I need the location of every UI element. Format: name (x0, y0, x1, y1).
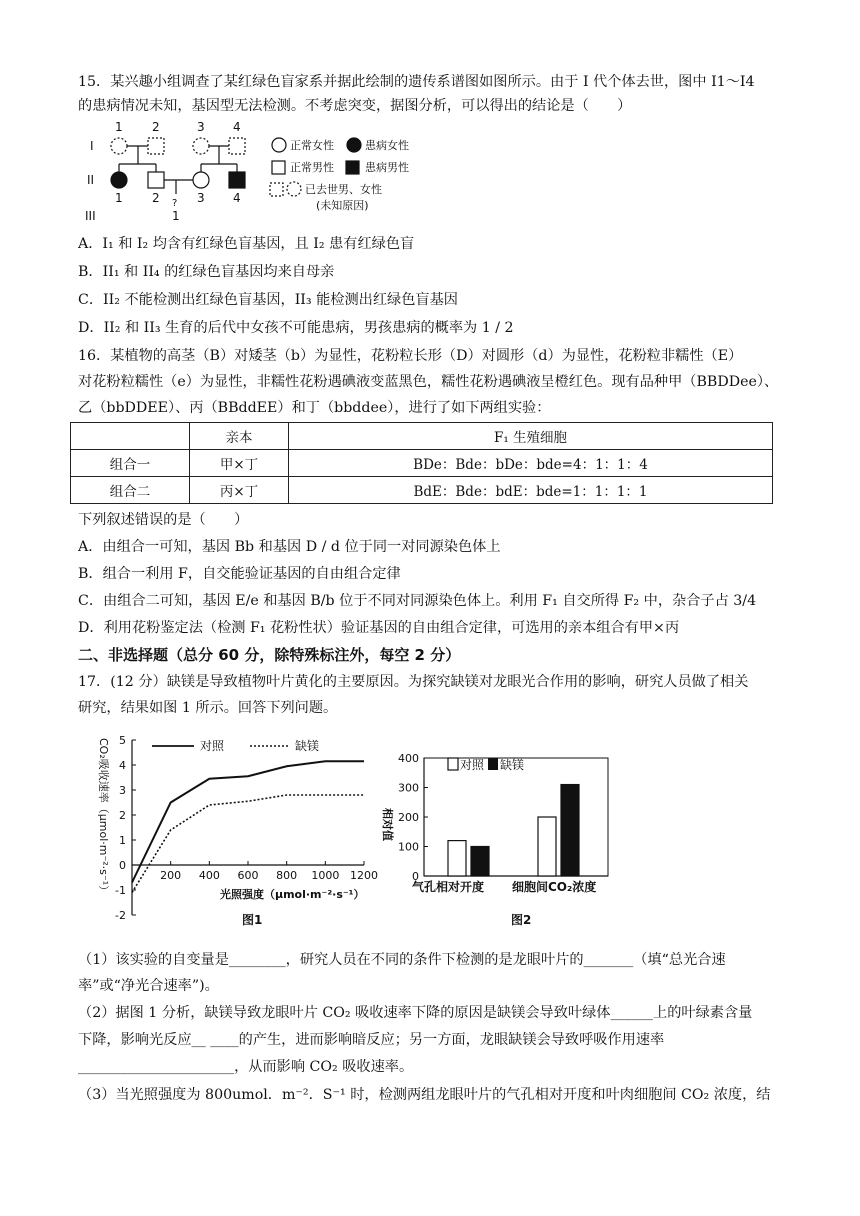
section-heading: 二、非选择题（总分 60 分，除特殊标注外，每空 2 分） (78, 646, 461, 664)
fig1-legend-control: 对照 (200, 739, 225, 753)
pedigree-I2 (148, 138, 164, 154)
legend-unknown: (未知原因) (316, 199, 369, 212)
ii-num-4: 4 (233, 191, 241, 205)
q16-stem-line2: 对花粉粒糯性（e）为显性，非糯性花粉遇碘液变蓝黑色，糯性花粉遇碘液呈橙红色。现有品种甲（BBDDee）、 (78, 374, 779, 390)
fig2-legend-control: 对照 (460, 758, 485, 772)
table-header-cell: F₁ 生殖细胞 (289, 423, 773, 450)
fig2-category-2: 细胞间CO₂浓度 (512, 880, 597, 894)
fig2-y-tick-label: 300 (398, 781, 419, 795)
fig2-y-tick-label: 100 (398, 840, 419, 854)
fig1-y-tick-label: 2 (119, 809, 126, 822)
pedigree-II3 (193, 172, 209, 188)
figure2-bar-chart (376, 738, 626, 933)
gen-label-I: I (90, 139, 94, 153)
fig2-ylabel: 相对值 (381, 808, 394, 841)
fig2-legend (448, 757, 524, 772)
fig2-category-1: 气孔相对开度 (412, 880, 485, 894)
q15-option-b: B．II₁ 和 II₄ 的红绿色盲基因均来自母亲 (78, 264, 335, 280)
q16-stem-line3: 乙（bbDDEE）、丙（BBddEE）和丁（bbddee），进行了如下两组实验： (78, 400, 551, 416)
pedigree-II4 (229, 172, 245, 188)
fig1-y-tick-label: -2 (115, 909, 126, 922)
q16-option-c: C．由组合二可知，基因 E/e 和基因 B/b 位于不同对同源染色体上。利用 F₁ 自交所得 F₂ 中，杂合子占 3/4 (78, 593, 757, 609)
pedigree-II2 (148, 172, 164, 188)
table-header-cell (71, 423, 190, 450)
i-num-2: 2 (152, 120, 160, 134)
table-row (71, 450, 773, 477)
fig1-xlabel: 光照强度（μmol·m⁻²·s⁻¹） (220, 888, 365, 901)
q17-stem-line2: 研究，结果如图 1 所示。回答下列问题。 (78, 700, 338, 716)
fig2-y-tick-label: 400 (398, 752, 419, 765)
table-header-cell: 亲本 (190, 423, 289, 450)
legend-deceased: 已去世男、女性 (305, 183, 382, 196)
pedigree-I3 (193, 138, 209, 154)
table-cell: BdE：Bde：bdE：bde=1：1：1：1 (289, 477, 773, 504)
q17-stem-line1: 17．(12 分）缺镁是导致植物叶片黄化的主要原因。为探究缺镁对龙眼光合作用的影响，研究人员做了相关 (78, 674, 749, 690)
iii-num-1: 1 (172, 209, 180, 223)
q17-sub2-line2: 下降，影响光反应__ ____的产生，进而影响暗反应；另一方面，龙眼缺镁会导致呼吸作用速率 (78, 1032, 665, 1048)
legend-affected-female: 患病女性 (365, 139, 409, 152)
ii-num-1: 1 (115, 191, 123, 205)
table-cell: 组合二 (71, 477, 190, 504)
fig1-y-tick-label: 4 (119, 759, 126, 772)
i-num-1: 1 (115, 120, 123, 134)
fig2-bar-mg-1 (471, 847, 489, 877)
pedigree-I4 (229, 138, 245, 154)
pedigree-figure (84, 120, 444, 224)
pedigree-I1 (111, 138, 127, 154)
q16-stem-line1: 16．某植物的高茎（B）对矮茎（b）为显性，花粉粒长形（D）对圆形（d）为显性，花粉粒非糯性（E） (78, 348, 743, 364)
table-header-row (71, 423, 773, 450)
i-num-3: 3 (197, 120, 205, 134)
q17-sub3-line1: （3）当光照强度为 800umol．m⁻²．S⁻¹ 时，检测两组龙眼叶片的气孔相对开度和叶肉细胞间 CO₂ 浓度，结 (78, 1087, 771, 1103)
fig2-bar-mg-2 (561, 785, 579, 876)
fig1-y-tick-label: 3 (119, 784, 126, 797)
gen-label-II: II (87, 173, 95, 187)
fig1-x-tick-label: 1200 (350, 869, 378, 882)
fig1-y-tick-label: 0 (119, 859, 126, 872)
q15-stem-line1: 15．某兴趣小组调查了某红绿色盲家系并据此绘制的遗传系谱图如图所示。由于 I 代个体去世，图中 I1～I4 (78, 74, 755, 90)
q17-sub2-line1: （2）据图 1 分析，缺镁导致龙眼叶片 CO₂ 吸收速率下降的原因是缺镁会导致叶绿体______上的叶绿素含量 (78, 1005, 753, 1021)
q16-stem-question: 下列叙述错误的是（ ） (78, 512, 249, 528)
fig2-title: 图2 (511, 913, 532, 927)
ii-num-3: 3 (197, 191, 205, 205)
fig2-y-tick-label: 0 (412, 870, 419, 883)
pedigree-II1 (111, 172, 127, 188)
legend-affected-male: 患病男性 (365, 161, 409, 174)
fig1-y-tick-label: 5 (119, 734, 126, 747)
table-row (71, 477, 773, 504)
fig1-y-tick-label: -1 (115, 884, 126, 897)
q16-table (70, 422, 773, 504)
q17-sub1-line2: 率”或“净光合速率”)。 (78, 978, 219, 994)
iii-question: ? (172, 198, 178, 209)
legend-normal-female: 正常女性 (290, 139, 334, 152)
fig1-title: 图1 (242, 913, 263, 927)
q17-sub2-line3: ______________________，从而影响 CO₂ 吸收速率。 (78, 1059, 414, 1075)
q17-sub1-line1: （1）该实验的自变量是________，研究人员在不同的条件下检测的是龙眼叶片的_______（填“总光合速 (78, 952, 726, 968)
table-cell: 丙×丁 (190, 477, 289, 504)
fig2-legend-mg: 缺镁 (500, 758, 525, 772)
fig1-x-tick-label: 1000 (311, 869, 340, 882)
q16-option-a: A．由组合一可知，基因 Bb 和基因 D / d 位于同一对同源染色体上 (78, 539, 501, 555)
fig1-x-tick-label: 200 (160, 869, 182, 882)
q15-stem-line2: 的患病情况未知，基因型无法检测。不考虑突变，据图分析，可以得出的结论是（ ） (78, 98, 632, 114)
table-cell: 组合一 (71, 450, 190, 477)
figure1-line-chart (92, 728, 382, 933)
fig1-x-tick-label: 400 (198, 869, 220, 882)
table-cell: BDe：Bde：bDe：bde=4：1：1：4 (289, 450, 773, 477)
table-cell: 甲×丁 (190, 450, 289, 477)
fig1-y-tick-label: 1 (119, 834, 126, 847)
fig2-bar-control-1 (448, 841, 466, 876)
fig2-y-tick-label: 200 (398, 811, 419, 824)
fig2-bar-control-2 (538, 817, 556, 876)
q15-option-d: D．II₂ 和 II₃ 生育的后代中女孩不可能患病，男孩患病的概率为 1 / 2 (78, 320, 514, 336)
fig1-legend-mg: 缺镁 (295, 739, 320, 753)
fig1-ylabel: CO₂吸收速率（μmol·m⁻²·s⁻¹） (97, 738, 110, 897)
q15-option-a: A．I₁ 和 I₂ 均含有红绿色盲基因，且 I₂ 患有红绿色盲 (78, 236, 415, 252)
gen-label-III: III (85, 209, 96, 223)
q16-option-d: D．利用花粉鉴定法（检测 F₁ 花粉性状）验证基因的自由组合定律，可选用的亲本组合有甲×丙 (78, 620, 680, 636)
i-num-4: 4 (233, 120, 241, 134)
ii-num-2: 2 (152, 191, 160, 205)
legend-normal-male: 正常男性 (290, 161, 334, 174)
fig1-x-tick-label: 600 (237, 869, 259, 882)
q15-option-c: C．II₂ 不能检测出红绿色盲基因，II₃ 能检测出红绿色盲基因 (78, 292, 458, 308)
fig1-legend (152, 738, 319, 753)
fig1-x-tick-label: 800 (276, 869, 298, 882)
q16-option-b: B．组合一利用 F，自交能验证基因的自由组合定律 (78, 566, 401, 582)
